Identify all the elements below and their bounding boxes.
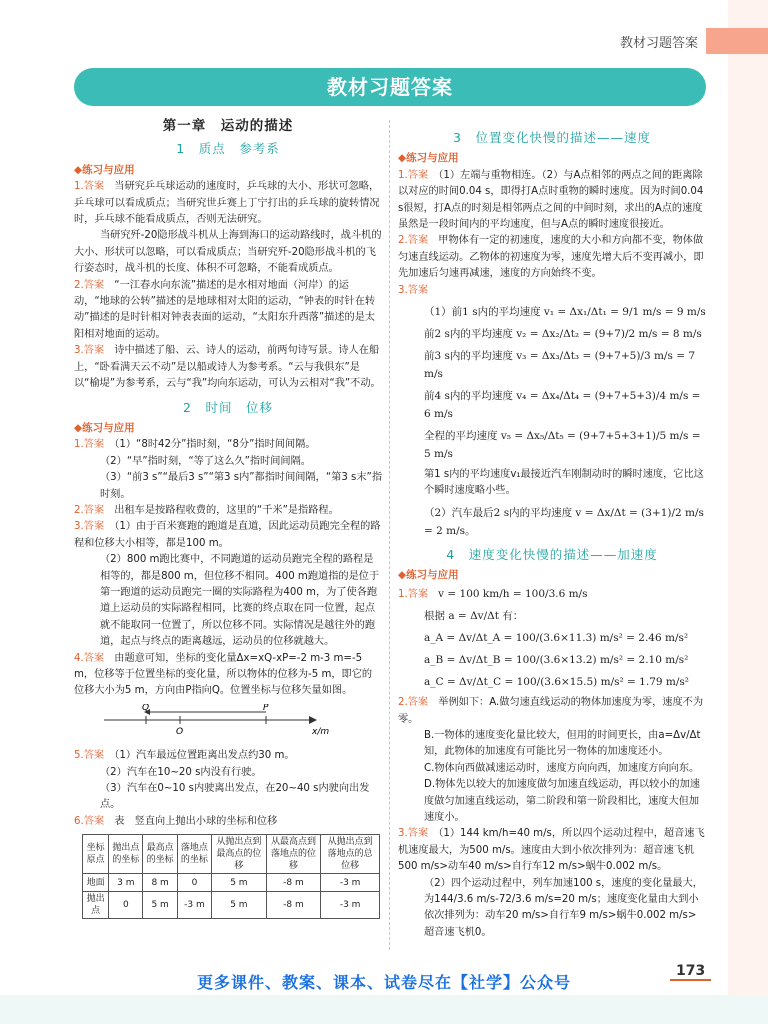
origin-label: O bbox=[176, 726, 184, 736]
equation: a_C = Δv/Δt_C = 100/(3.6×15.5) m/s² = 1.79 m/s² bbox=[424, 676, 689, 689]
answer bbox=[74, 503, 382, 519]
section-banner: 教材习题答案 bbox=[74, 68, 706, 106]
position-axis-diagram bbox=[94, 704, 334, 736]
answer bbox=[398, 283, 706, 299]
answer-text: D.物体先以较大的加速度做匀加速直线运动，再以较小的加速度做匀加速直线运动，第二阶段和第一阶段相比，速度大但加速度小。 bbox=[424, 779, 700, 823]
answer bbox=[398, 826, 706, 875]
answer-text: B.一物体的速度变化量比较大，但用的时间更长，由a=Δv/Δt知，此物体的加速度有可能比另一物体的加速度还小。 bbox=[424, 729, 701, 758]
table-cell: 3 m bbox=[109, 874, 143, 892]
table-header-cell: 抛出点的坐标 bbox=[109, 835, 143, 874]
answer-text: 举例如下：A.做匀速直线运动的物体加速度为零，速度不为零。 bbox=[398, 697, 704, 725]
answer bbox=[74, 278, 382, 344]
answer bbox=[74, 814, 382, 830]
practice-label: ◆练习与应用 bbox=[74, 163, 135, 176]
answer bbox=[398, 233, 706, 282]
answer bbox=[398, 585, 706, 603]
equation: 前2 s内的平均速度 v₂ = Δx₂/Δt₂ = (9+7)/2 m/s = 8 m/s bbox=[424, 328, 702, 341]
answer-text: 出租车是按路程收费的，这里的“千米”是指路程。 bbox=[104, 504, 339, 516]
table-cell: 地面 bbox=[83, 874, 109, 892]
equation: 全程的平均速度 v₅ = Δx₅/Δt₅ = (9+7+5+3+1)/5 m/s = 5 m/s bbox=[424, 430, 701, 461]
table-header-cell: 从抛出点到最高点的位移 bbox=[212, 835, 267, 874]
table-row bbox=[83, 874, 380, 892]
table-header-row bbox=[83, 835, 380, 874]
answer-text: 由题意可知，坐标的变化量Δx=xQ-xP=-2 m-3 m=-5 m，位移等于位置坐标的变化量，所以物体的位移为-5 m，即它的位移大小为5 m，方向由P指向Q。位置坐标与位移矢量如图。 bbox=[74, 652, 373, 697]
answer bbox=[74, 179, 382, 228]
table-cell: -3 m bbox=[321, 892, 380, 919]
equation: 前3 s内的平均速度 v₃ = Δx₃/Δt₃ = (9+7+5)/3 m/s = 7 m/s bbox=[424, 350, 696, 381]
answer-label: 5.答案 bbox=[74, 750, 105, 762]
answer-label: 1.答案 bbox=[398, 588, 429, 600]
answer-text: （2）汽车在10~20 s内没有行驶。 bbox=[100, 766, 262, 778]
practice-label: ◆练习与应用 bbox=[398, 569, 459, 582]
answer bbox=[74, 519, 382, 552]
equation: v = 100 km/h = 100/3.6 m/s bbox=[438, 587, 588, 600]
table-cell: 5 m bbox=[212, 874, 267, 892]
section-heading: 1 质点 参考系 bbox=[176, 141, 280, 157]
answer-text: “一江春水向东流”描述的是水相对地面（河岸）的运动，“地球的公转”描述的是地球相对太阳的运动，“钟表的时针在转动”描述的是时针相对钟表表面的运动，“太阳东升西落”描述的是太阳相对地面的运动。 bbox=[74, 279, 376, 340]
axis-unit-label: x/m bbox=[312, 726, 330, 736]
answer-label: 2.答案 bbox=[398, 235, 429, 247]
equation: 根据 a = Δv/Δt 有： bbox=[424, 610, 524, 623]
answer bbox=[398, 168, 706, 234]
point-p-label: P bbox=[263, 703, 269, 713]
page-number: 173 bbox=[670, 963, 711, 981]
table-cell: 0 bbox=[109, 892, 143, 919]
answer-text: 诗中描述了船、云、诗人的运动，前两句诗写景。诗人在船上，“卧看满天云不动”是以船或诗人为参考系。“云与我俱东”是以“榆堤”为参考系，云与“我”均向东运动，可认为云相对“我”不动。 bbox=[74, 345, 381, 390]
table-cell: 抛出点 bbox=[83, 892, 109, 919]
answer-label: 4.答案 bbox=[74, 652, 105, 664]
answer-text: （1）“8时42分”指时刻，“8分”指时间间隔。 bbox=[104, 439, 316, 451]
table-cell: 8 m bbox=[143, 874, 177, 892]
answer-label: 2.答案 bbox=[74, 504, 105, 516]
answer-label: 1.答案 bbox=[74, 439, 105, 451]
header-tab bbox=[706, 28, 768, 54]
section-heading: 4 速度变化快慢的描述——加速度 bbox=[446, 546, 658, 562]
answer-text: 当研究歼-20隐形战斗机从上海到海口的运动路线时，战斗机的大小、形状可以忽略，可以看成质点；当研究歼-20隐形战斗机的飞行姿态时，战斗机的长度、体积不可忽略，不能看成质点。 bbox=[74, 230, 382, 275]
answer-label: 3.答案 bbox=[74, 345, 105, 357]
answer-label: 3.答案 bbox=[74, 521, 105, 533]
table-caption: 表 竖直向上抛出小球的坐标和位移 bbox=[104, 815, 278, 827]
table-cell: -8 m bbox=[266, 892, 321, 919]
table-cell: 5 m bbox=[212, 892, 267, 919]
answer-text: （1）汽车最远位置距离出发点约30 m。 bbox=[104, 750, 295, 762]
answer-text: （3）“前3 s”“最后3 s”“第3 s内”都指时间间隔，“第3 s末”指时刻。 bbox=[100, 472, 382, 500]
answer-label: 1.答案 bbox=[74, 181, 105, 193]
table-cell: -3 m bbox=[321, 874, 380, 892]
answer bbox=[74, 437, 382, 453]
column-divider bbox=[389, 120, 390, 950]
answer-label: 2.答案 bbox=[398, 697, 429, 709]
answer bbox=[74, 748, 382, 764]
equation: （2）汽车最后2 s内的平均速度 v = Δx/Δt = (3+1)/2 m/s = 2 m/s。 bbox=[424, 506, 704, 537]
table-header-cell: 从最高点到落地点的位移 bbox=[266, 835, 321, 874]
answer-text: （2）“早”指时刻，“等了这么久”指时间间隔。 bbox=[100, 455, 311, 467]
equation: （1）前1 s内的平均速度 v₁ = Δx₁/Δt₁ = 9/1 m/s = 9 m/s bbox=[424, 306, 706, 319]
table-cell: -3 m bbox=[177, 892, 211, 919]
answer-text: 第1 s内的平均速度v₁最接近汽车刚制动时的瞬时速度，它比这个瞬时速度略小些。 bbox=[424, 469, 704, 497]
answer-text: （1）144 km/h=40 m/s，所以四个运动过程中，超音速飞机速度最大，为500 m/s。速度由大到小依次排列为：超音速飞机500 m/s>动车40 m/s>自行车12 m/s>蜗牛0.002 m/s。 bbox=[398, 828, 705, 873]
equation: a_A = Δv/Δt_A = 100/(3.6×11.3) m/s² = 2.46 m/s² bbox=[424, 632, 689, 645]
section-heading: 3 位置变化快慢的描述——速度 bbox=[453, 130, 651, 145]
section-heading: 2 时间 位移 bbox=[183, 399, 273, 415]
answer bbox=[74, 651, 382, 700]
practice-label: ◆练习与应用 bbox=[398, 152, 459, 165]
answer-text: （2）四个运动过程中，列车加速100 s，速度的变化量最大，为144/3.6 m/s-72/3.6 m/s=20 m/s；速度变化量由大到小依次排列为：动车20 m/s>自行车9 m/s>蜗牛0.002 m/s>超音速飞机0。 bbox=[424, 877, 703, 938]
practice-label: ◆练习与应用 bbox=[74, 421, 135, 434]
point-q-label: Q bbox=[142, 703, 150, 713]
equation: a_B = Δv/Δt_B = 100/(3.6×13.2) m/s² = 2.10 m/s² bbox=[424, 654, 689, 667]
table-cell: -8 m bbox=[266, 874, 321, 892]
left-column bbox=[74, 116, 382, 919]
table-header-cell: 坐标原点 bbox=[83, 835, 109, 874]
answer-text: （3）汽车在0~10 s内驶离出发点，在20~40 s内驶向出发点。 bbox=[100, 783, 370, 811]
table-cell: 0 bbox=[177, 874, 211, 892]
answer-text: （1）由于百米赛跑的跑道是直道，因此运动员跑完全程的路程和位移大小相等，都是100 m。 bbox=[74, 521, 381, 549]
right-column bbox=[398, 116, 706, 941]
answer-label: 3.答案 bbox=[398, 828, 429, 840]
answer-text: 甲物体有一定的初速度，速度的大小和方向都不变，物体做匀速直线运动。乙物体的初速度为零，速度先增大后不变再减小，即先加速后匀速再减速，速度的方向始终不变。 bbox=[398, 235, 704, 280]
coordinates-table bbox=[82, 834, 380, 919]
bottom-band bbox=[0, 995, 768, 1024]
table-header-cell: 最高点的坐标 bbox=[143, 835, 177, 874]
equation: 前4 s内的平均速度 v₄ = Δx₄/Δt₄ = (9+7+5+3)/4 m/s = 6 m/s bbox=[424, 390, 701, 421]
footer-promo: 更多课件、教案、课本、试卷尽在【社学】公众号 bbox=[196, 973, 571, 992]
answer-text: （2）800 m跑比赛中，不同跑道的运动员跑完全程的路程是相等的，都是800 m，但位移不相同。400 m跑道指的是位于第一跑道的运动员跑完一圈的实际路程为400 m，为了使各跑道上运动员的实际路程相同，比赛的终点取在同一位置，起点就不能取同一位置了，所以位移不同。实际情况是越往外的跑道，起点与终点的距离越远，运动员的位移就越大。 bbox=[100, 554, 380, 648]
answer-label: 3.答案 bbox=[398, 284, 429, 296]
answer-text: 当研究乒乓球运动的速度时，乒乓球的大小、形状可忽略，乒乓球可以看成质点；当研究世乒赛上丁宁打出的乒乓球的旋转情况时，乒乓球不能看成质点，否则无法研究。 bbox=[74, 181, 380, 226]
answer-text: （1）左端与重物相连。（2）与A点相邻的两点之间的距离除以对应的时间0.04 s，即得打A点时重物的瞬时速度。因为时间0.04 s很短，打A点的时刻是相邻两点之间的中间时刻，求出的A点的速度虽然是一段时间内的平均速度，但与A点的瞬时速度很接近。 bbox=[398, 169, 704, 231]
answer-label: 2.答案 bbox=[74, 279, 105, 291]
table-header-cell: 从抛出点到落地点的总位移 bbox=[321, 835, 380, 874]
chapter-title: 第一章 运动的描述 bbox=[162, 118, 294, 134]
running-header bbox=[0, 28, 768, 56]
running-title: 教材习题答案 bbox=[619, 36, 698, 51]
answer-text: C.物体向西做减速运动时，速度方向向西，加速度方向向东。 bbox=[424, 762, 700, 774]
answer bbox=[74, 343, 382, 392]
table-header-cell: 落地点的坐标 bbox=[177, 835, 211, 874]
table-cell: 5 m bbox=[143, 892, 177, 919]
right-margin-band bbox=[728, 0, 768, 1024]
answer-label: 6.答案 bbox=[74, 815, 105, 827]
table-row bbox=[83, 892, 380, 919]
answer bbox=[398, 695, 706, 728]
answer-label: 1.答案 bbox=[398, 169, 429, 181]
